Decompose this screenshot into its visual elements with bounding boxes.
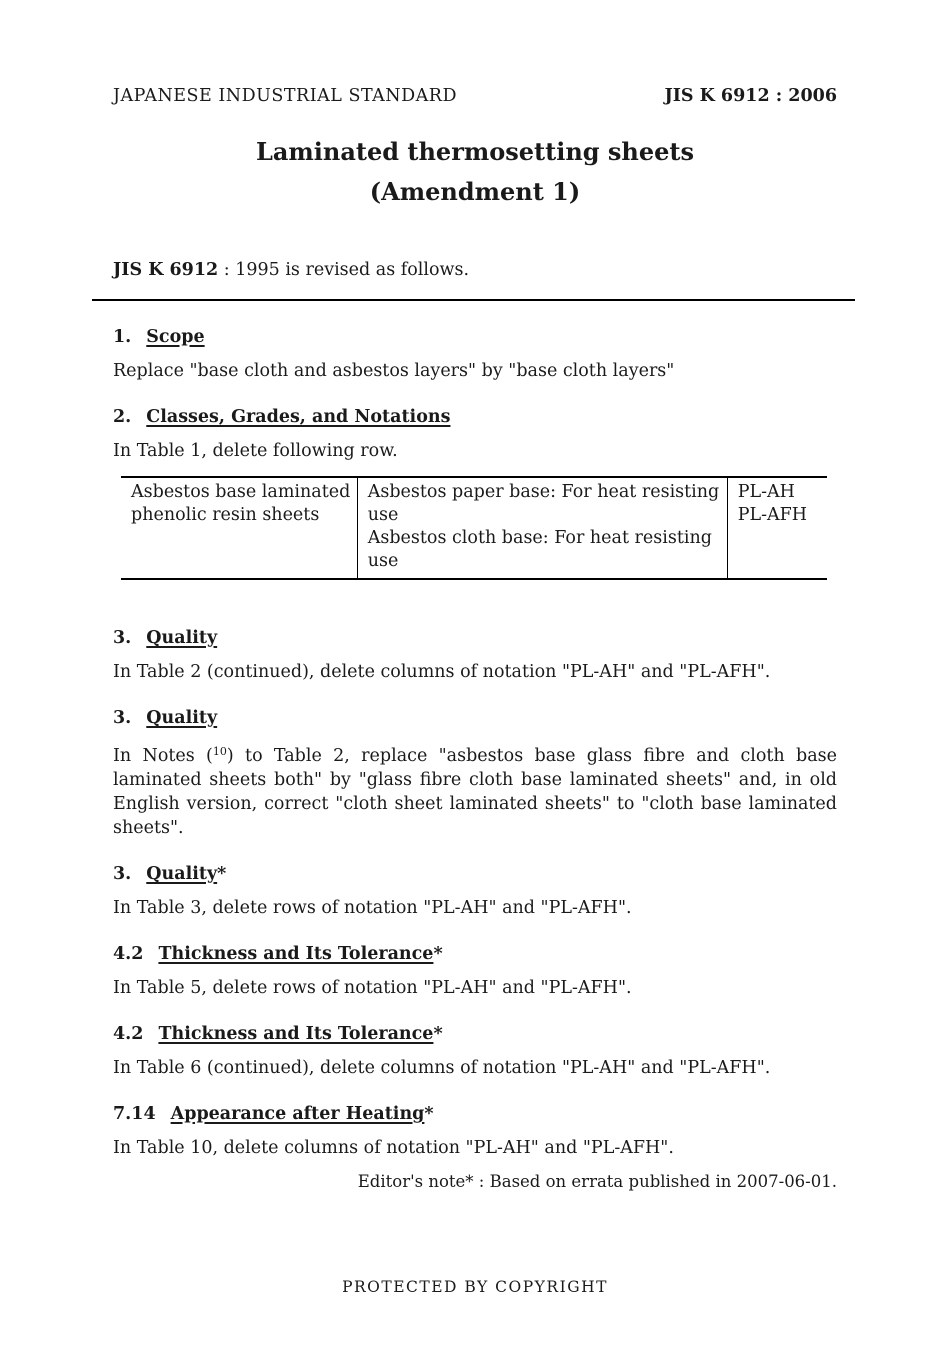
section-suffix: *	[217, 864, 227, 884]
section-number: 7.14	[113, 1104, 156, 1124]
section-label: Appearance after Heating	[170, 1104, 425, 1124]
document-title	[113, 132, 837, 212]
section-suffix: *	[433, 1024, 443, 1044]
section-number: 3.	[113, 864, 132, 884]
section-body-thickness-1: In Table 5, delete rows of notation "PL-AH" and "PL-AFH".	[113, 978, 632, 998]
section-heading-quality-1	[113, 626, 837, 650]
section-suffix: *	[433, 944, 443, 964]
section-number: 1.	[113, 327, 132, 347]
notes-text-post: ) to Table 2, replace "asbestos base glass fibre and cloth base laminated sheets both" by "glass fibre cloth base laminated sheets" and, in old English version, correct "cloth sheet laminated sheets" to "cloth base laminated sheets".	[113, 746, 838, 838]
section-body-quality-1: In Table 2 (continued), delete columns of notation "PL-AH" and "PL-AFH".	[113, 662, 771, 682]
section-label: Classes, Grades, and Notations	[146, 407, 451, 427]
title-line-1: Laminated thermosetting sheets	[255, 137, 695, 166]
cell-line: Asbestos cloth base: For heat resisting use	[367, 528, 712, 571]
table-cell-grade	[357, 477, 727, 579]
title-line-2: (Amendment 1)	[369, 177, 581, 206]
section-body-quality-3: In Table 3, delete rows of notation "PL-AH" and "PL-AFH".	[113, 898, 632, 918]
section-label: Quality	[146, 628, 218, 648]
note-reference: 10	[212, 745, 227, 758]
horizontal-rule	[92, 299, 855, 301]
cell-line: PL-AFH	[737, 505, 808, 525]
section-label: Thickness and Its Tolerance	[158, 944, 434, 964]
table-cell-notation	[727, 477, 827, 579]
section-heading-thickness-1	[113, 942, 837, 966]
editors-note: Editor's note* : Based on errata published in 2007-06-01.	[357, 1172, 837, 1191]
standard-name: JAPANESE INDUSTRIAL STANDARD	[113, 86, 457, 106]
section-heading-classes	[113, 405, 837, 429]
section-body-thickness-2: In Table 6 (continued), delete columns of notation "PL-AH" and "PL-AFH".	[113, 1058, 771, 1078]
table-1-deleted-row	[121, 476, 827, 580]
section-heading-thickness-2	[113, 1022, 837, 1046]
section-label: Scope	[146, 327, 205, 347]
notes-text-pre: In Notes (	[113, 746, 213, 766]
section-label: Quality	[146, 864, 218, 884]
table-row	[121, 477, 827, 579]
section-number: 2.	[113, 407, 132, 427]
cell-line: PL-AH	[737, 482, 795, 502]
section-suffix: *	[424, 1104, 434, 1124]
cell-line: Asbestos paper base: For heat resisting use	[367, 482, 720, 525]
document-header	[113, 86, 837, 106]
revision-statement	[113, 258, 837, 282]
section-body-quality-2	[113, 740, 837, 840]
section-heading-scope	[113, 325, 837, 349]
section-number: 4.2	[113, 1024, 144, 1044]
revision-text: : 1995 is revised as follows.	[218, 260, 470, 280]
section-label: Quality	[146, 708, 218, 728]
section-heading-appearance	[113, 1102, 837, 1126]
section-body-scope: Replace "base cloth and asbestos layers" by "base cloth layers"	[113, 361, 675, 381]
copyright-footer: PROTECTED BY COPYRIGHT	[342, 1278, 608, 1296]
revision-standard-ref: JIS K 6912	[113, 260, 219, 280]
section-number: 4.2	[113, 944, 144, 964]
section-number: 3.	[113, 708, 132, 728]
cell-line: Asbestos base laminated	[131, 482, 351, 502]
table-cell-class	[121, 477, 357, 579]
section-heading-quality-2	[113, 706, 837, 730]
section-heading-quality-3	[113, 862, 837, 886]
section-label: Thickness and Its Tolerance	[158, 1024, 434, 1044]
standard-number: JIS K 6912 : 2006	[664, 86, 837, 106]
section-number: 3.	[113, 628, 132, 648]
section-body-classes: In Table 1, delete following row.	[113, 441, 398, 461]
cell-line: phenolic resin sheets	[131, 505, 320, 525]
section-body-appearance: In Table 10, delete columns of notation "PL-AH" and "PL-AFH".	[113, 1138, 674, 1158]
